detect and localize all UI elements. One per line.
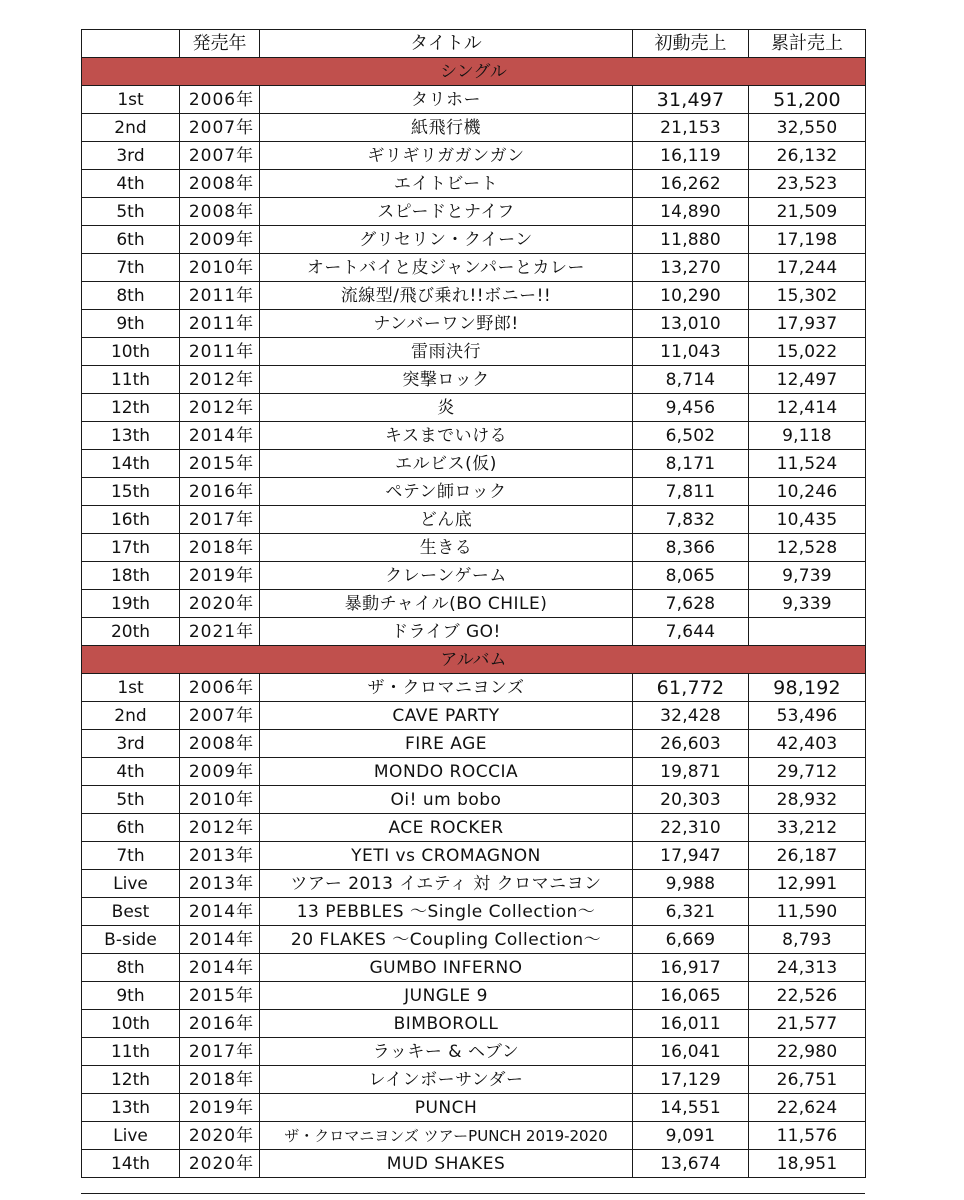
table-row [82,758,866,786]
total-sales-cell: 24,313 [749,954,866,982]
year-cell: 2007年 [180,114,260,142]
order-cell: 17th [82,534,180,562]
title-cell: 20 FLAKES 〜Coupling Collection〜 [260,926,633,954]
order-cell: 16th [82,506,180,534]
sales-table [81,29,866,1178]
year-cell: 2015年 [180,450,260,478]
total-sales-cell: 12,528 [749,534,866,562]
title-cell: キスまでいける [260,422,633,450]
first-week-sales-cell: 7,811 [633,478,749,506]
table-row [82,1150,866,1178]
first-week-sales-cell: 14,551 [633,1094,749,1122]
title-cell: BIMBOROLL [260,1010,633,1038]
title-cell: ザ・クロマニヨンズ [260,674,633,702]
first-week-sales-cell: 32,428 [633,702,749,730]
year-cell: 2018年 [180,534,260,562]
total-sales-cell: 23,523 [749,170,866,198]
first-week-sales-cell: 16,065 [633,982,749,1010]
total-sales-cell: 33,212 [749,814,866,842]
order-cell: 12th [82,394,180,422]
year-cell: 2020年 [180,1122,260,1150]
title-cell: FIRE AGE [260,730,633,758]
title-cell: どん底 [260,506,633,534]
total-sales-cell: 17,198 [749,226,866,254]
year-cell: 2006年 [180,86,260,114]
year-cell: 2017年 [180,1038,260,1066]
title-cell: ギリギリガガンガン [260,142,633,170]
title-cell: ツアー 2013 イエティ 対 クロマニヨン [260,870,633,898]
year-cell: 2016年 [180,1010,260,1038]
footer-rule [81,1193,865,1194]
first-week-sales-cell: 17,129 [633,1066,749,1094]
table-row [82,394,866,422]
title-cell: グリセリン・クイーン [260,226,633,254]
table-row [82,982,866,1010]
header-order [82,30,180,58]
table-row [82,618,866,646]
total-sales-cell: 22,980 [749,1038,866,1066]
order-cell: Live [82,870,180,898]
first-week-sales-cell: 16,119 [633,142,749,170]
year-cell: 2011年 [180,310,260,338]
order-cell: Live [82,1122,180,1150]
table-row [82,450,866,478]
total-sales-cell: 17,244 [749,254,866,282]
year-cell: 2010年 [180,786,260,814]
table-row [82,254,866,282]
total-sales-cell: 22,624 [749,1094,866,1122]
first-week-sales-cell: 16,041 [633,1038,749,1066]
table-row [82,786,866,814]
table-row [82,282,866,310]
title-cell: エイトビート [260,170,633,198]
order-cell: 11th [82,366,180,394]
order-cell: 5th [82,198,180,226]
total-sales-cell: 9,118 [749,422,866,450]
first-week-sales-cell: 21,153 [633,114,749,142]
first-week-sales-cell: 6,321 [633,898,749,926]
total-sales-cell: 18,951 [749,1150,866,1178]
title-cell: ドライブ GO! [260,618,633,646]
year-cell: 2008年 [180,730,260,758]
table-row [82,814,866,842]
year-cell: 2012年 [180,366,260,394]
header-total-sales: 累計売上 [749,30,866,58]
table-row [82,870,866,898]
title-cell: ACE ROCKER [260,814,633,842]
total-sales-cell: 11,576 [749,1122,866,1150]
year-cell: 2011年 [180,282,260,310]
title-cell: Oi! um bobo [260,786,633,814]
order-cell: 14th [82,450,180,478]
first-week-sales-cell: 8,065 [633,562,749,590]
title-cell: 雷雨決行 [260,338,633,366]
order-cell: 8th [82,282,180,310]
year-cell: 2020年 [180,1150,260,1178]
order-cell: 14th [82,1150,180,1178]
first-week-sales-cell: 8,366 [633,534,749,562]
first-week-sales-cell: 16,011 [633,1010,749,1038]
table-row [82,898,866,926]
table-row [82,170,866,198]
header-first-week-sales: 初動売上 [633,30,749,58]
order-cell: 1st [82,86,180,114]
title-cell: エルビス(仮) [260,450,633,478]
title-cell: CAVE PARTY [260,702,633,730]
title-cell: ザ・クロマニヨンズ ツアーPUNCH 2019-2020 [260,1122,633,1150]
year-cell: 2007年 [180,702,260,730]
table-row [82,702,866,730]
section-header-row [82,58,866,86]
title-cell: PUNCH [260,1094,633,1122]
total-sales-cell: 10,246 [749,478,866,506]
year-cell: 2008年 [180,170,260,198]
first-week-sales-cell: 9,988 [633,870,749,898]
first-week-sales-cell: 22,310 [633,814,749,842]
order-cell: 13th [82,1094,180,1122]
title-cell: GUMBO INFERNO [260,954,633,982]
order-cell: 6th [82,814,180,842]
first-week-sales-cell: 17,947 [633,842,749,870]
total-sales-cell: 22,526 [749,982,866,1010]
first-week-sales-cell: 8,714 [633,366,749,394]
header-year: 発売年 [180,30,260,58]
order-cell: 7th [82,254,180,282]
total-sales-cell: 10,435 [749,506,866,534]
order-cell: 11th [82,1038,180,1066]
title-cell: 紙飛行機 [260,114,633,142]
total-sales-cell: 29,712 [749,758,866,786]
title-cell: ラッキー & ヘブン [260,1038,633,1066]
total-sales-cell: 42,403 [749,730,866,758]
title-cell: 炎 [260,394,633,422]
table-row [82,226,866,254]
order-cell: 10th [82,338,180,366]
year-cell: 2012年 [180,394,260,422]
year-cell: 2014年 [180,954,260,982]
total-sales-cell: 8,793 [749,926,866,954]
order-cell: 9th [82,982,180,1010]
first-week-sales-cell: 10,290 [633,282,749,310]
first-week-sales-cell: 20,303 [633,786,749,814]
order-cell: 5th [82,786,180,814]
table-row [82,674,866,702]
total-sales-cell: 11,590 [749,898,866,926]
title-cell: 突撃ロック [260,366,633,394]
year-cell: 2006年 [180,674,260,702]
total-sales-cell: 26,751 [749,1066,866,1094]
order-cell: 1st [82,674,180,702]
order-cell: 6th [82,226,180,254]
first-week-sales-cell: 16,917 [633,954,749,982]
order-cell: 3rd [82,142,180,170]
first-week-sales-cell: 9,456 [633,394,749,422]
table-row [82,1094,866,1122]
total-sales-cell: 9,739 [749,562,866,590]
total-sales-cell: 51,200 [749,86,866,114]
first-week-sales-cell: 6,502 [633,422,749,450]
first-week-sales-cell: 11,880 [633,226,749,254]
order-cell: 18th [82,562,180,590]
year-cell: 2019年 [180,562,260,590]
table-row [82,506,866,534]
table-row [82,926,866,954]
order-cell: 13th [82,422,180,450]
table-row [82,366,866,394]
title-cell: JUNGLE 9 [260,982,633,1010]
title-cell: タリホー [260,86,633,114]
title-cell: スピードとナイフ [260,198,633,226]
order-cell: 3rd [82,730,180,758]
title-cell: MUD SHAKES [260,1150,633,1178]
table-row [82,310,866,338]
total-sales-cell: 26,187 [749,842,866,870]
total-sales-cell: 15,302 [749,282,866,310]
title-cell: 流線型/飛び乗れ!!ボニー!! [260,282,633,310]
total-sales-cell: 17,937 [749,310,866,338]
table-row [82,338,866,366]
table-row [82,590,866,618]
total-sales-cell: 9,339 [749,590,866,618]
table-row [82,86,866,114]
year-cell: 2008年 [180,198,260,226]
total-sales-cell: 28,932 [749,786,866,814]
first-week-sales-cell: 19,871 [633,758,749,786]
year-cell: 2013年 [180,870,260,898]
table-row [82,1122,866,1150]
first-week-sales-cell: 26,603 [633,730,749,758]
title-cell: クレーンゲーム [260,562,633,590]
first-week-sales-cell: 6,669 [633,926,749,954]
table-row [82,198,866,226]
table-row [82,562,866,590]
year-cell: 2019年 [180,1094,260,1122]
title-cell: レインボーサンダー [260,1066,633,1094]
year-cell: 2013年 [180,842,260,870]
year-cell: 2016年 [180,478,260,506]
section-header-row [82,646,866,674]
order-cell: 20th [82,618,180,646]
first-week-sales-cell: 7,628 [633,590,749,618]
order-cell: 7th [82,842,180,870]
order-cell: 2nd [82,114,180,142]
year-cell: 2014年 [180,422,260,450]
year-cell: 2010年 [180,254,260,282]
order-cell: 4th [82,170,180,198]
year-cell: 2011年 [180,338,260,366]
order-cell: 10th [82,1010,180,1038]
total-sales-cell: 21,577 [749,1010,866,1038]
first-week-sales-cell: 31,497 [633,86,749,114]
table-row [82,954,866,982]
table-row [82,478,866,506]
order-cell: 8th [82,954,180,982]
order-cell: B-side [82,926,180,954]
table-row [82,842,866,870]
order-cell: 4th [82,758,180,786]
section-label: シングル [82,58,866,86]
table-body [82,58,866,1178]
title-cell: 13 PEBBLES 〜Single Collection〜 [260,898,633,926]
total-sales-cell: 32,550 [749,114,866,142]
order-cell: 9th [82,310,180,338]
title-cell: MONDO ROCCIA [260,758,633,786]
year-cell: 2009年 [180,758,260,786]
table-row [82,1066,866,1094]
first-week-sales-cell: 11,043 [633,338,749,366]
title-cell: オートバイと皮ジャンパーとカレー [260,254,633,282]
total-sales-cell: 98,192 [749,674,866,702]
first-week-sales-cell: 9,091 [633,1122,749,1150]
table-row [82,730,866,758]
year-cell: 2014年 [180,898,260,926]
year-cell: 2012年 [180,814,260,842]
table-row [82,1010,866,1038]
order-cell: 2nd [82,702,180,730]
year-cell: 2021年 [180,618,260,646]
first-week-sales-cell: 13,674 [633,1150,749,1178]
table-row [82,422,866,450]
first-week-sales-cell: 61,772 [633,674,749,702]
header-row [82,30,866,58]
order-cell: 12th [82,1066,180,1094]
first-week-sales-cell: 16,262 [633,170,749,198]
total-sales-cell: 12,414 [749,394,866,422]
title-cell: 暴動チャイル(BO CHILE) [260,590,633,618]
first-week-sales-cell: 7,644 [633,618,749,646]
total-sales-cell: 53,496 [749,702,866,730]
first-week-sales-cell: 13,270 [633,254,749,282]
total-sales-cell: 15,022 [749,338,866,366]
order-cell: Best [82,898,180,926]
first-week-sales-cell: 13,010 [633,310,749,338]
first-week-sales-cell: 7,832 [633,506,749,534]
year-cell: 2009年 [180,226,260,254]
table-row [82,1038,866,1066]
order-cell: 15th [82,478,180,506]
title-cell: YETI vs CROMAGNON [260,842,633,870]
year-cell: 2007年 [180,142,260,170]
section-label: アルバム [82,646,866,674]
total-sales-cell: 12,991 [749,870,866,898]
order-cell: 19th [82,590,180,618]
total-sales-cell: 26,132 [749,142,866,170]
table-row [82,142,866,170]
table-row [82,114,866,142]
title-cell: ナンバーワン野郎! [260,310,633,338]
table-row [82,534,866,562]
year-cell: 2020年 [180,590,260,618]
year-cell: 2014年 [180,926,260,954]
total-sales-cell: 11,524 [749,450,866,478]
title-cell: 生きる [260,534,633,562]
header-title: タイトル [260,30,633,58]
first-week-sales-cell: 8,171 [633,450,749,478]
year-cell: 2018年 [180,1066,260,1094]
total-sales-cell: 12,497 [749,366,866,394]
first-week-sales-cell: 14,890 [633,198,749,226]
year-cell: 2015年 [180,982,260,1010]
total-sales-cell: 21,509 [749,198,866,226]
total-sales-cell [749,618,866,646]
year-cell: 2017年 [180,506,260,534]
title-cell: ペテン師ロック [260,478,633,506]
